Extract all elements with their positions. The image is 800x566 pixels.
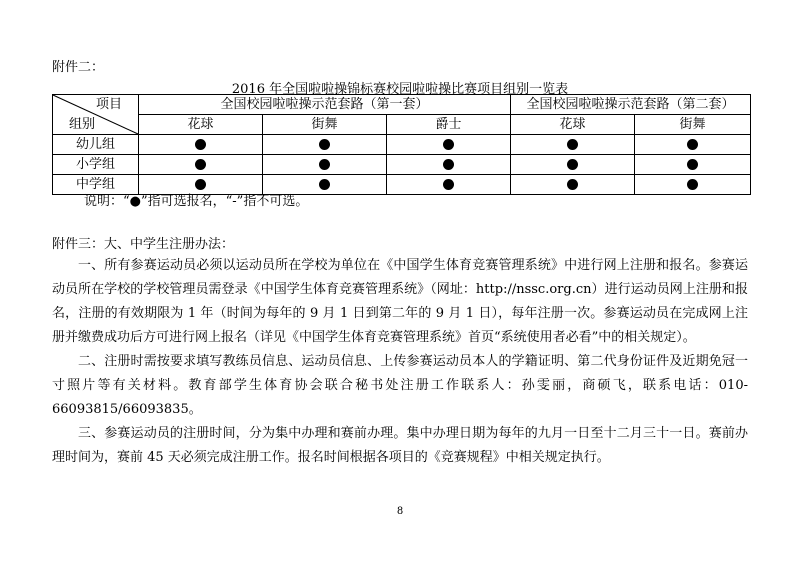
event-header-hiphop-2: 街舞: [635, 115, 751, 135]
suite-header-1: 全国校园啦啦操示范套路（第一套）: [139, 95, 511, 115]
selectable-dot-icon: [319, 139, 330, 150]
selectable-cell: [387, 155, 511, 175]
selectable-dot-icon: [319, 159, 330, 170]
selectable-cell: [387, 175, 511, 195]
table-title: 2016 年全国啦啦操锦标赛校园啦啦操比赛项目组别一览表: [231, 82, 569, 97]
table-corner-cell: [53, 95, 139, 135]
table-note: 说明：“●”指可选报名，“-”指不可选。: [84, 194, 309, 209]
selectable-cell: [635, 175, 751, 195]
page-number: 8: [396, 506, 404, 517]
event-header-jazz-1: 爵士: [387, 115, 511, 135]
event-header-pompom-1: 花球: [139, 115, 263, 135]
selectable-dot-icon: [319, 179, 330, 190]
event-header-hiphop-1: 街舞: [263, 115, 387, 135]
table-row: [53, 135, 751, 155]
events-table: [52, 94, 751, 195]
group-label: 小学组: [53, 155, 139, 175]
selectable-cell: [139, 135, 263, 155]
paragraph-timing: 三、参赛运动员的注册时间，分为集中办理和赛前办理。集中办理日期为每年的九月一日至十二月三十一日。赛前办理时间为，赛前 45 天必须完成注册工作。报名时间根据各项目的《竞赛规程》中相关规定执行。: [52, 426, 748, 465]
suite-header-2: 全国校园啦啦操示范套路（第二套）: [511, 95, 751, 115]
group-label: 幼儿组: [53, 135, 139, 155]
selectable-dot-icon: [687, 139, 698, 150]
selectable-dot-icon: [443, 179, 454, 190]
table-header-row-events: [53, 115, 751, 135]
selectable-dot-icon: [195, 139, 206, 150]
selectable-cell: [387, 135, 511, 155]
selectable-cell: [263, 155, 387, 175]
selectable-cell: [635, 135, 751, 155]
selectable-cell: [263, 135, 387, 155]
table-header-row-suites: [53, 95, 751, 115]
selectable-dot-icon: [567, 179, 578, 190]
selectable-cell: [139, 155, 263, 175]
event-header-pompom-2: 花球: [511, 115, 635, 135]
selectable-dot-icon: [567, 139, 578, 150]
selectable-cell: [635, 155, 751, 175]
selectable-cell: [511, 155, 635, 175]
group-label: 中学组: [53, 175, 139, 195]
paragraph-registration: 一、所有参赛运动员必须以运动员所在学校为单位在《中国学生体育竞赛管理系统》中进行网上注册和报名。参赛运动员所在学校的学校管理员需登录《中国学生体育竞赛管理系统》（网址：http://nssc.org.cn）进行运动员网上注册和报名，注册的有效期限为 1 年（时间为每年的 9 月 1 日到第二年的 9 月 1 日），每年注册一次。参赛运动员在完成网上注册并缴费成功后方可进行网上报名（详见《中国学生体育竞赛管理系统》首页“系统使用者必看”中的相关规定）。: [52, 258, 748, 345]
selectable-dot-icon: [567, 159, 578, 170]
selectable-cell: [511, 175, 635, 195]
selectable-cell: [511, 135, 635, 155]
table-row: [53, 155, 751, 175]
corner-label-group: 组别: [69, 117, 96, 132]
selectable-dot-icon: [195, 179, 206, 190]
paragraph-materials: 二、注册时需按要求填写教练员信息、运动员信息、上传参赛运动员本人的学籍证明、第二代身份证件及近期免冠一寸照片等有关材料。教育部学生体育协会联合秘书处注册工作联系人：孙雯丽，商硕飞，联系电话：010-66093815/66093835。: [52, 354, 748, 417]
selectable-dot-icon: [443, 159, 454, 170]
selectable-dot-icon: [687, 179, 698, 190]
annex3-heading: 附件三：大、中学生注册办法：: [52, 237, 235, 252]
annex2-heading: 附件二：: [52, 60, 105, 75]
corner-label-item: 项目: [95, 97, 122, 112]
selectable-dot-icon: [443, 139, 454, 150]
selectable-dot-icon: [687, 159, 698, 170]
selectable-dot-icon: [195, 159, 206, 170]
